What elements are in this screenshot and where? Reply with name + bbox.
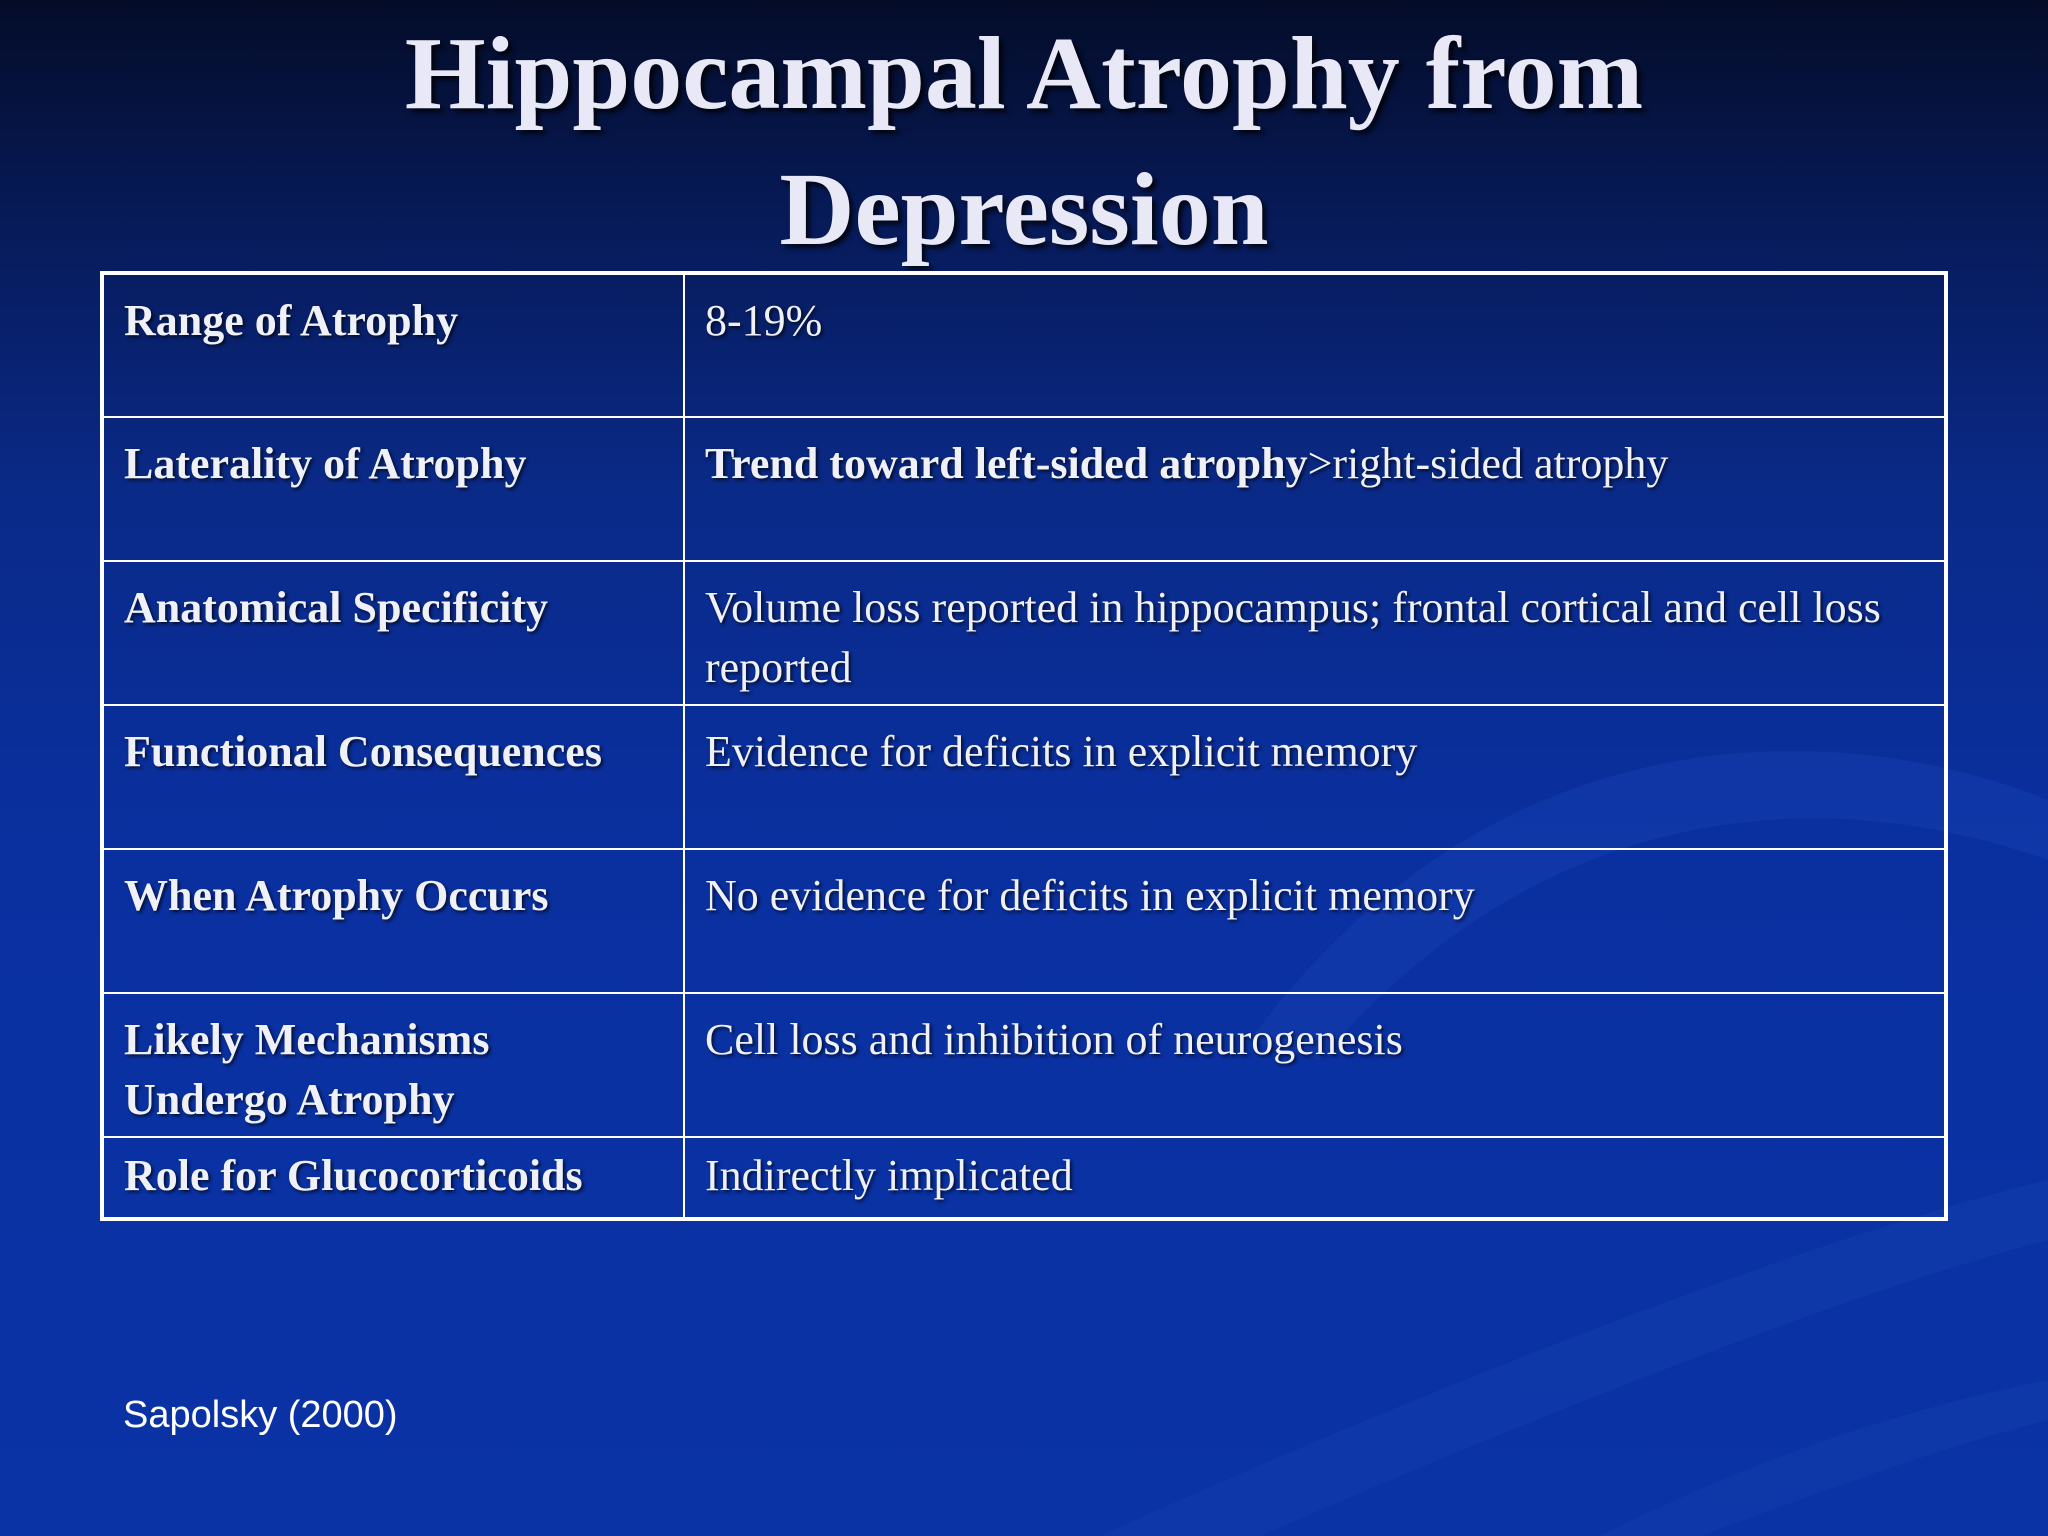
table-row (102, 849, 1946, 993)
row-label: Likely Mechanisms Undergo Atrophy (102, 993, 684, 1137)
row-value: No evidence for deficits in explicit memory (684, 849, 1946, 993)
table-row (102, 1137, 1946, 1219)
table-row (102, 417, 1946, 561)
row-value-emphasis: Trend toward left-sided atrophy (705, 439, 1308, 488)
row-value (684, 417, 1946, 561)
table-row (102, 273, 1946, 417)
row-value: Evidence for deficits in explicit memory (684, 705, 1946, 849)
row-value: Volume loss reported in hippocampus; frontal cortical and cell loss reported (684, 561, 1946, 705)
table-row (102, 561, 1946, 705)
row-label: When Atrophy Occurs (102, 849, 684, 993)
slide-title-line-2: Depression (779, 152, 1269, 267)
row-value: 8-19% (684, 273, 1946, 417)
row-value-rest: >right-sided atrophy (1307, 439, 1669, 488)
row-value: Cell loss and inhibition of neurogenesis (684, 993, 1946, 1137)
row-label: Laterality of Atrophy (102, 417, 684, 561)
row-label: Range of Atrophy (102, 273, 684, 417)
citation: Sapolsky (2000) (123, 1394, 398, 1436)
slide-title (0, 6, 2048, 278)
atrophy-table (100, 271, 1948, 1221)
row-value: Indirectly implicated (684, 1137, 1946, 1219)
row-label: Functional Consequences (102, 705, 684, 849)
table-row (102, 705, 1946, 849)
slide-title-line-1: Hippocampal Atrophy from (404, 16, 1644, 131)
row-label: Anatomical Specificity (102, 561, 684, 705)
row-label: Role for Glucocorticoids (102, 1137, 684, 1219)
table-row (102, 993, 1946, 1137)
